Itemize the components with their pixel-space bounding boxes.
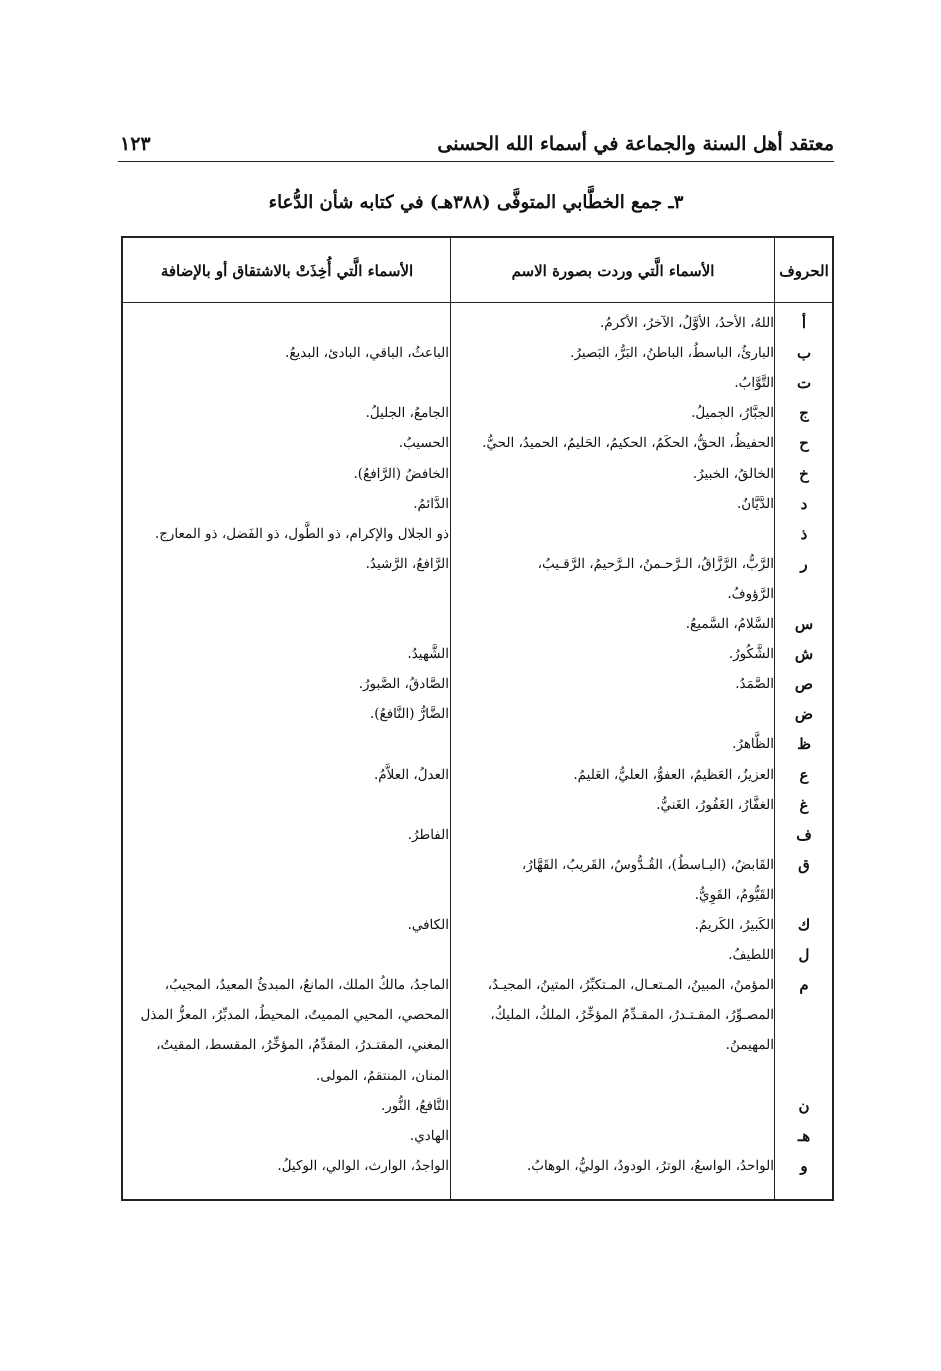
derived-cell: الدَّائمُ.: [413, 495, 449, 512]
table-row: [123, 850, 832, 880]
letter-cell: أ: [801, 314, 807, 332]
table-row: [123, 368, 832, 398]
letter-cell: ض: [794, 705, 814, 724]
letter-cell: ظ: [797, 735, 811, 754]
names-cell: الحفيظُ، الحقُّ، الحكَمُ، الحكيمُ، الحَليمُ، الحميدُ، الحيُّ.: [482, 435, 774, 452]
table-row: [123, 970, 832, 1000]
derived-cell: المحصي، المحيي المميتُ، المحيطُ، المدبِّرُ، المعزُّ المذل: [140, 1007, 449, 1024]
letter-cell: ر: [800, 554, 808, 573]
table-row: [123, 398, 832, 428]
table-row: [123, 1151, 832, 1181]
names-cell: [452, 699, 774, 729]
table-row: [123, 428, 832, 458]
derived-cell: [125, 729, 449, 759]
table-row: [123, 338, 832, 368]
letter-cell: [776, 1061, 832, 1091]
table-row: [123, 760, 832, 790]
section-title: ٣ـ جمع الخطَّابي المتوفَّى (٣٨٨هـ) في كتابه شأن الدُّعاء: [268, 192, 684, 213]
table-row: [123, 910, 832, 940]
derived-cell: [125, 609, 449, 639]
letter-cell: م: [799, 976, 809, 995]
letter-cell: ل: [798, 946, 810, 965]
names-cell: المؤمنُ، المبينُ، المـتعـال، المـتكبِّرُ، المتينُ، المجيـدُ،: [487, 977, 774, 994]
letter-cell: ع: [799, 765, 809, 784]
letter-cell: ك: [797, 916, 811, 934]
letter-cell: [776, 1030, 832, 1060]
names-cell: التَّوَّابُ.: [734, 375, 774, 392]
derived-cell: الخافضُ (الرَّافعُ).: [353, 465, 449, 482]
derived-cell: المغني، المقتـدرُ، المقدِّمُ، المؤخِّرُ، المقسط، المقيتُ،: [156, 1037, 449, 1054]
table-row: [123, 699, 832, 729]
letter-cell: هـ: [797, 1126, 811, 1145]
names-cell: الكَبيرُ، الكَريمُ.: [694, 917, 774, 933]
names-cell: اللهُ، الأحدُ، الأوَّلُ، الآخرُ، الأكرمُ.: [599, 315, 774, 331]
table-row: [123, 1121, 832, 1151]
derived-cell: [125, 790, 449, 820]
table-row: [123, 579, 832, 609]
names-cell: القَابضُ، (البـاسطُ)، القُـدُّوسُ، القَريبُ، القَهَّارُ،: [521, 856, 774, 873]
names-cell: اللطيفُ.: [728, 947, 774, 964]
derived-cell: الماجدُ، مالكُ الملك، المانعُ، المبدئُ المعيدُ، المجيبُ،: [164, 977, 449, 994]
names-cell: الدَّيَّانُ.: [736, 495, 774, 512]
letter-cell: س: [794, 615, 814, 633]
names-cell: المصـوِّرُ، المقـتـدرُ، المقـدِّمُ المؤخِّرُ، الملكُ، المليكُ،: [490, 1007, 774, 1024]
derived-cell: العدلُ، العلاَّمُ.: [373, 766, 449, 783]
derived-cell: [125, 850, 449, 880]
table-row: [123, 459, 832, 489]
names-cell: الغفَّارُ، الغَفُورُ، الغَنيُّ.: [656, 796, 774, 813]
derived-cell: [125, 368, 449, 398]
names-cell: الظَّاهرُ.: [732, 736, 774, 753]
names-cell: البارئُ، الباسطُ، الباطنُ، البَرُّ، البَصيرُ.: [570, 345, 774, 362]
names-cell: [452, 1061, 774, 1091]
header-derived: الأسماء الَّتي أُخِذَتْ بالاشتقاق أو بالإضافة: [160, 262, 414, 280]
book-title: معتقد أهل السنة والجماعة في أسماء الله الحسنى: [437, 133, 834, 155]
letter-cell: [776, 1000, 832, 1030]
derived-cell: الباعثُ، الباقي، البادئ، البديعُ.: [285, 345, 449, 362]
names-cell: الشَّكُورُ.: [728, 646, 774, 663]
derived-cell: [125, 880, 449, 910]
table-row: [123, 820, 832, 850]
table-row: [123, 790, 832, 820]
derived-cell: [125, 579, 449, 609]
derived-cell: المنان، المنتقمُ، المولى.: [316, 1067, 449, 1084]
letter-cell: ش: [794, 645, 814, 664]
names-cell: الرَّبُّ، الرَّزَّاقُ، الـرَّحـمنُ، الـرَّحيمُ، الرَّقـيبُ،: [537, 555, 774, 572]
table-row: [123, 669, 832, 699]
letter-cell: غ: [799, 795, 809, 814]
table-row: [123, 489, 832, 519]
table-row: [123, 1061, 832, 1091]
names-cell: الجبَّارُ، الجميلُ.: [691, 405, 774, 422]
header-letters: الحروف: [779, 262, 829, 280]
table-row: [123, 1030, 832, 1060]
names-cell: [452, 820, 774, 850]
table-row: [123, 549, 832, 579]
names-cell: المهيمنُ.: [725, 1037, 774, 1054]
table-row: [123, 729, 832, 759]
page-number: ١٢٣: [120, 133, 151, 155]
names-cell: الخالقُ، الخبيرُ.: [692, 465, 774, 482]
derived-cell: النَّافعُ، النُّور.: [380, 1097, 449, 1114]
names-cell: [452, 519, 774, 549]
running-head: [118, 133, 834, 162]
derived-cell: [125, 940, 449, 970]
names-cell: السَّلامُ، السَّميعُ.: [685, 616, 774, 632]
letter-cell: [776, 880, 832, 910]
table-row: [123, 880, 832, 910]
letter-cell: ح: [799, 434, 809, 453]
letter-cell: ب: [796, 344, 812, 363]
names-cell: القَيُّومُ، القَوِيُّ.: [694, 886, 774, 903]
derived-cell: الجامعُ، الجليلُ.: [365, 405, 449, 422]
derived-cell: الهادي.: [409, 1127, 449, 1144]
derived-cell: الشَّهيدُ.: [407, 646, 449, 663]
names-cell: [452, 1091, 774, 1121]
letter-cell: و: [800, 1156, 808, 1175]
derived-cell: الرَّافعُ، الرَّشيدُ.: [365, 555, 449, 572]
letter-cell: ج: [799, 404, 809, 423]
letter-cell: د: [800, 494, 808, 513]
names-cell: العزيزُ، العَظيمُ، العفوُّ، العليُّ، العَليمُ.: [573, 766, 774, 783]
letter-cell: ص: [794, 675, 814, 694]
table-row: [123, 308, 832, 338]
derived-cell: [125, 308, 449, 338]
names-cell: الرَّؤوفُ.: [727, 585, 774, 602]
names-cell: الصَّمَدُ.: [735, 676, 774, 693]
header-names: الأسماء الَّتي وردت بصورة الاسم: [511, 262, 715, 280]
table-row: [123, 519, 832, 549]
letter-cell: ذ: [800, 524, 808, 543]
table-row: [123, 609, 832, 639]
names-cell: الواحدُ، الواسعُ، الوترُ، الودودُ، الوليُّ، الوهابُ.: [526, 1157, 774, 1174]
derived-cell: ذو الجلال والإكرام، ذو الطَّول، ذو الفَضل، ذو المعارج.: [154, 525, 449, 542]
derived-cell: الكافي.: [407, 917, 449, 933]
derived-cell: الواجدُ، الوارث، الوالي، الوكيلُ.: [277, 1157, 449, 1174]
letter-cell: [776, 579, 832, 609]
derived-cell: الحسيبُ.: [398, 435, 449, 452]
letter-cell: ت: [796, 374, 812, 393]
derived-cell: الصَّادقُ، الصَّبورُ.: [358, 676, 449, 693]
names-table: [121, 236, 834, 1201]
derived-cell: الفاطرُ.: [407, 826, 449, 843]
letter-cell: ق: [798, 855, 810, 874]
table-row: [123, 639, 832, 669]
table-row: [123, 1000, 832, 1030]
table-row: [123, 940, 832, 970]
letter-cell: خ: [799, 464, 809, 483]
derived-cell: الضَّارُّ (النَّافعُ).: [369, 706, 449, 723]
names-cell: [452, 1121, 774, 1151]
table-row: [123, 1091, 832, 1121]
letter-cell: ن: [798, 1096, 810, 1115]
letter-cell: ف: [796, 825, 812, 844]
